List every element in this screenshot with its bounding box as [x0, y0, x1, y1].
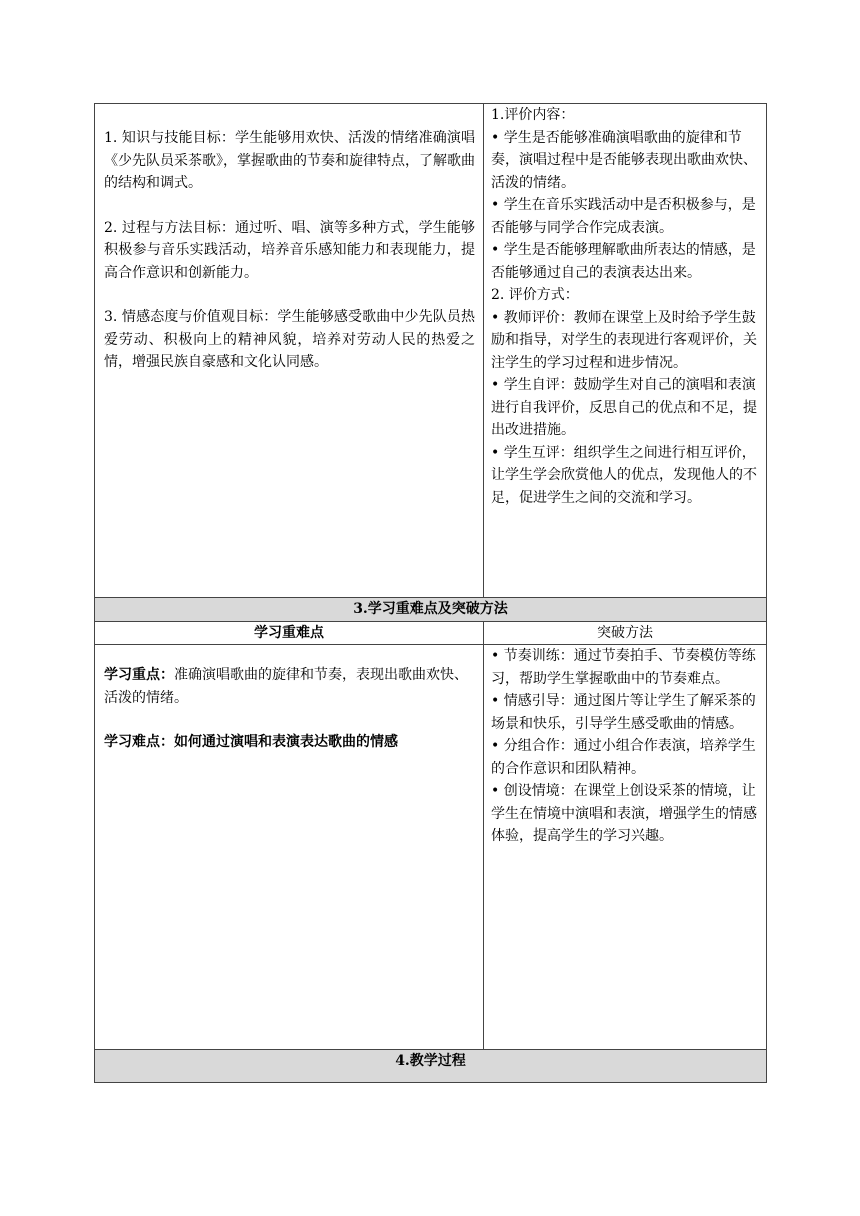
methods-column-header: 突破方法 — [484, 621, 767, 645]
evaluation-method-item: • 学生互评：组织学生之间进行相互评价，让学生学会欣赏他人的优点，发现他人的不足，促进学生之间的交流和学习。 — [491, 444, 757, 506]
section3-header-row — [95, 598, 767, 622]
section3-subheader-row — [95, 621, 767, 645]
evaluation-method-item: • 教师评价：教师在课堂上及时给予学生鼓励和指导，对学生的表现进行客观评价，关注学生的学习过程和进步情况。 — [491, 309, 757, 371]
method-item: • 节奏训练：通过节奏拍手、节奏模仿等练习，帮助学生掌握歌曲中的节奏难点。 — [491, 648, 756, 687]
key-point — [104, 664, 475, 709]
evaluation-content-item: • 学生是否能够准确演唱歌曲的旋律和节奏，演唱过程中是否能够表现出歌曲欢快、活泼的情绪。 — [491, 129, 757, 191]
objectives-evaluation-row — [95, 104, 767, 598]
evaluation-content-item: • 学生是否能够理解歌曲所表达的情感，是否能够通过自己的表演表达出来。 — [491, 242, 756, 281]
evaluation-content-title: 1.评价内容： — [491, 107, 575, 123]
method-item: • 情感引导：通过图片等让学生了解采茶的场景和快乐，引导学生感受歌曲的情感。 — [491, 693, 756, 732]
emotion-objective: 3. 情感态度与价值观目标：学生能够感受歌曲中少先队员热爱劳动、积极向上的精神风貌，培养对劳动人民的热爱之情，增强民族自豪感和文化认同感。 — [104, 309, 475, 370]
methods-cell — [484, 645, 767, 1050]
method-item: • 分组合作：通过小组合作表演，培养学生的合作意识和团队精神。 — [491, 738, 756, 777]
section3-title: 3.学习重难点及突破方法 — [95, 598, 767, 622]
key-points-column-header: 学习重难点 — [95, 621, 484, 645]
difficulty-label: 学习难点： — [104, 734, 174, 750]
section4-header-row — [95, 1050, 767, 1083]
difficulty-text: 如何通过演唱和表演表达歌曲的情感 — [174, 734, 398, 750]
evaluation-method-title: 2. 评价方式： — [491, 287, 579, 303]
key-points-cell — [95, 645, 484, 1050]
section4-title: 4.教学过程 — [95, 1050, 767, 1083]
evaluation-cell — [484, 104, 767, 598]
method-item: • 创设情境：在课堂上创设采茶的情境，让学生在情境中演唱和表演，增强学生的情感体验，提高学生的学习兴趣。 — [491, 783, 757, 844]
difficulty-point — [104, 731, 475, 754]
evaluation-method-item: • 学生自评：鼓励学生对自己的演唱和表演进行自我评价，反思自己的优点和不足，提出改进措施。 — [491, 377, 757, 438]
evaluation-content-item: • 学生在音乐实践活动中是否积极参与，是否能够与同学合作完成表演。 — [491, 197, 756, 236]
section3-content-row — [95, 645, 767, 1050]
lesson-plan-table — [94, 103, 767, 1083]
key-point-label: 学习重点： — [104, 667, 174, 683]
process-objective: 2. 过程与方法目标：通过听、唱、演等多种方式，学生能够积极参与音乐实践活动，培养音乐感知能力和表现能力，提高合作意识和创新能力。 — [104, 219, 475, 281]
key-point-text: 准确演唱歌曲的旋律和节奏，表现出歌曲欢快、活泼的情绪。 — [104, 667, 468, 706]
knowledge-objective: 1. 知识与技能目标：学生能够用欢快、活泼的情绪准确演唱《少先队员采茶歌》，掌握歌曲的节奏和旋律特点，了解歌曲的结构和调式。 — [104, 130, 475, 191]
objectives-cell — [95, 104, 484, 598]
